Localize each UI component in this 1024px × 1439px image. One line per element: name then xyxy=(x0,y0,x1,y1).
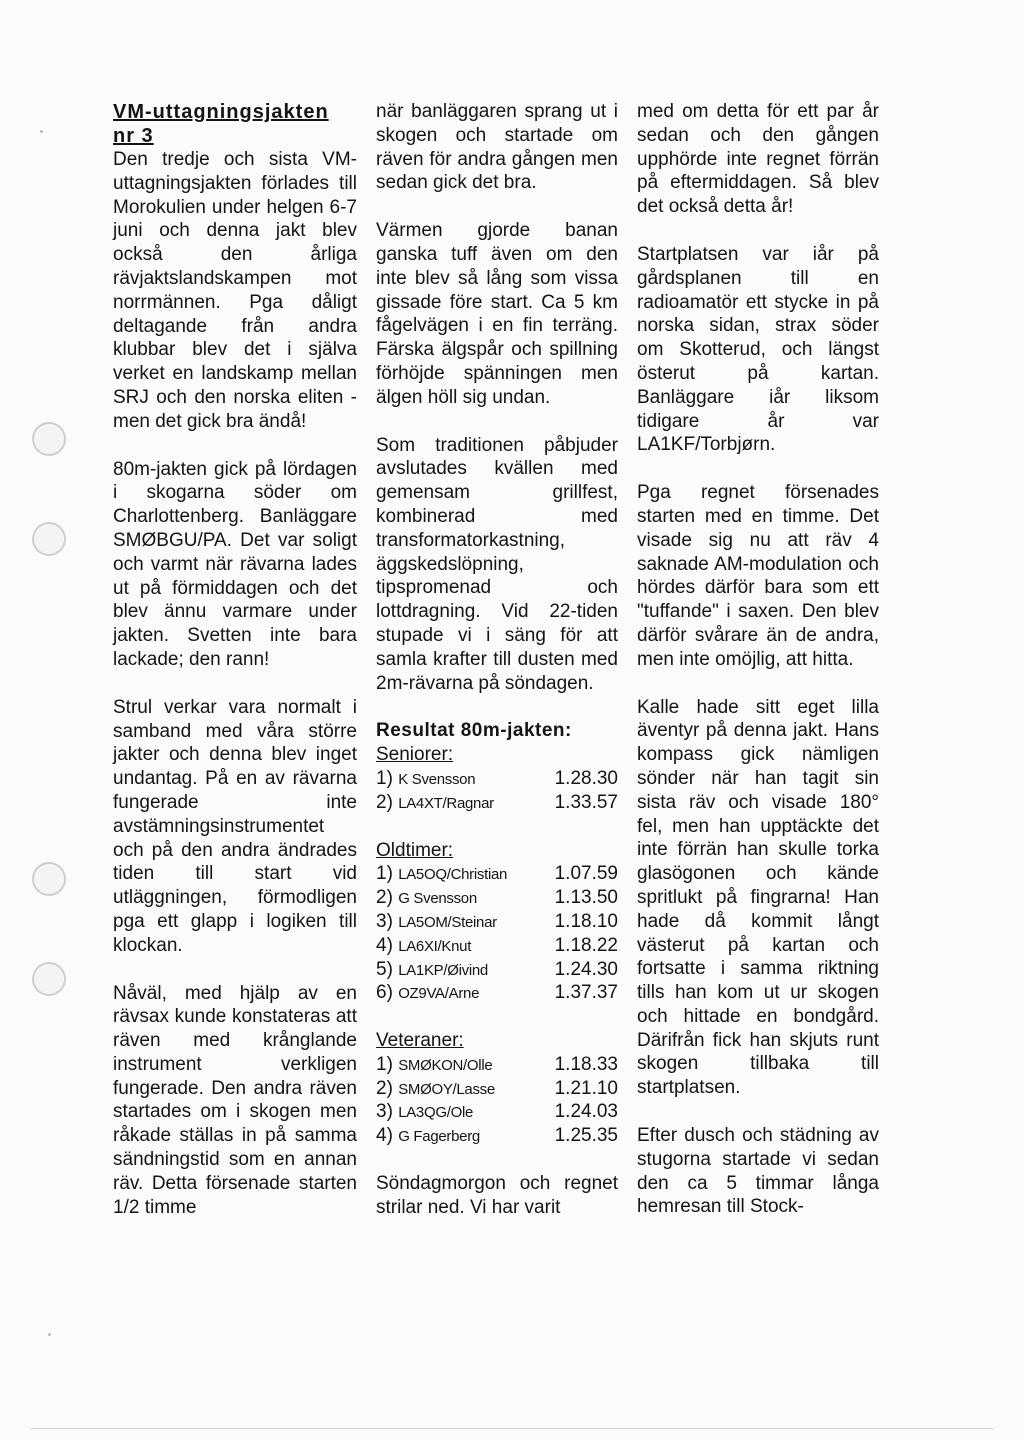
paragraph: Den tredje och sista VM-uttagningsjakten förlades till Morokulien under helgen 6-7 juni och denna jakt blev också den årliga rävjaktslandskampen mot norrmännen. Pga dåligt deltagande från andra klubbar blev det i själva verket en landskamp mellan SRJ och den norska eliten - men det gick bra ändå! xyxy=(113,149,357,432)
article-column-1 xyxy=(113,100,357,1219)
results-group-veteraner xyxy=(376,1029,618,1148)
result-row: 2) SMØOY/Lasse 1.21.10 xyxy=(376,1077,618,1099)
paragraph: 80m-jakten gick på lördagen i skogarna söder om Charlottenberg. Banläggare SMØBGU/PA. Det var soligt och varmt när rävarna lades ut på förmiddagen och det blev ännu varmare under jakten. Svetten inte bara lackade; den rann! xyxy=(113,458,357,670)
article-column-2 xyxy=(376,100,618,1220)
paragraph: Pga regnet försenades starten med en timme. Det visade sig nu att räv 4 saknade AM-modulation och hördes därför bara som ett "tuffande" i saxen. Den blev därför svårare än de andra, men inte omöjlig, att hitta. xyxy=(637,482,879,670)
article-title-number: nr 3 xyxy=(113,125,154,147)
scan-speck xyxy=(40,130,43,133)
paragraph: Söndagmorgon och regnet strilar ned. Vi har varit xyxy=(376,1173,618,1218)
paragraph: Strul verkar vara normalt i samband med våra större jakter och denna blev inget undantag. På en av rävarna fungerade inte avstämningsinstrumentet och på den andra ändrades tiden till start vid utläggningen, förmodligen pga ett glapp i logiken till klockan. xyxy=(113,696,357,956)
results-section xyxy=(376,719,618,1148)
result-row: 1) SMØKON/Olle 1.18.33 xyxy=(376,1053,618,1075)
punch-hole-icon xyxy=(32,422,66,456)
paragraph: när banläggaren sprang ut i skogen och startade om räven för andra gången men sedan gick det bra. xyxy=(376,101,618,194)
paragraph: Efter dusch och städning av stugorna startade vi sedan den ca 5 timmar långa hemresan till Stock- xyxy=(637,1125,879,1218)
results-heading: Resultat 80m-jakten: xyxy=(376,720,572,742)
scan-speck xyxy=(48,1333,51,1336)
result-row: 5) LA1KP/Øivind 1.24.30 xyxy=(376,958,618,980)
paragraph: Värmen gjorde banan ganska tuff även om den inte blev så lång som vissa gissade före start. Ca 5 km fågelvägen i en fin terräng. Färska älgspår och spillning förhöjde spänningen men älgen höll sig undan. xyxy=(376,220,618,408)
result-row: 4) G Fagerberg 1.25.35 xyxy=(376,1125,618,1147)
result-row: 3) LA5OM/Steinar 1.18.10 xyxy=(376,910,618,932)
paragraph: Startplatsen var iår på gårdsplanen till en radioamatör ett stycke in på norska sidan, strax söder om Skotterud, och längst österut på kartan. Banläggare iår liksom tidigare år var LA1KF/Torbjørn. xyxy=(637,243,879,456)
results-group-oldtimer xyxy=(376,839,618,1006)
result-row: 4) LA6XI/Knut 1.18.22 xyxy=(376,934,618,956)
results-group-title: Oldtimer: xyxy=(376,839,454,861)
punch-hole-icon xyxy=(32,522,66,556)
result-row: 1) K Svensson 1.28.30 xyxy=(376,767,618,789)
result-row: 6) OZ9VA/Arne 1.37.37 xyxy=(376,982,618,1004)
results-group-seniorer xyxy=(376,743,618,814)
result-row: 2) LA4XT/Ragnar 1.33.57 xyxy=(376,791,618,813)
punch-hole-icon xyxy=(32,962,66,996)
article-column-3 xyxy=(637,100,879,1219)
paragraph: Som traditionen påbjuder avslutades kvällen med gemensam grillfest, kombinerad med transformatorkastning, äggskedslöpning, tipspromenad och lottdragning. Vid 22-tiden stupade vi i säng för att samla krafter till dusten med 2m-rävarna på söndagen. xyxy=(376,434,618,694)
punch-hole-icon xyxy=(32,862,66,896)
result-row: 2) G Svensson 1.13.50 xyxy=(376,887,618,909)
result-row: 3) LA3QG/Ole 1.24.03 xyxy=(376,1101,618,1123)
article-title: VM-uttagningsjakten xyxy=(113,101,329,123)
results-group-title: Seniorer: xyxy=(376,744,454,766)
page-bottom-edge xyxy=(30,1428,994,1429)
paragraph: Nåväl, med hjälp av en rävsax kunde konstateras att räven med krånglande instrument verkligen fungerade. Den andra räven startades om i skogen men råkade ställas in på samma sändningstid som en annan räv. Detta försenade starten 1/2 timme xyxy=(113,982,357,1218)
result-row: 1) LA5OQ/Christian 1.07.59 xyxy=(376,863,618,885)
paragraph: Kalle hade sitt eget lilla äventyr på denna jakt. Hans kompass gick nämligen sönder när han tagit sin sista räv och visade 180° fel, men han upptäckte det inte förrän han skulle torka glasögonen och kände spritlukt på fingrarna! Han hade då kommit långt västerut på kartan och fortsatte i samma riktning tills han kom ut ur skogen och hittade en bondgård. Därifrån fick han skjuts runt skogen tillbaka till startplatsen. xyxy=(637,696,879,1099)
results-group-title: Veteraner: xyxy=(376,1030,464,1052)
paragraph: med om detta för ett par år sedan och den gången upphörde inte regnet förrän på eftermiddagen. Så blev det också detta år! xyxy=(637,101,879,218)
